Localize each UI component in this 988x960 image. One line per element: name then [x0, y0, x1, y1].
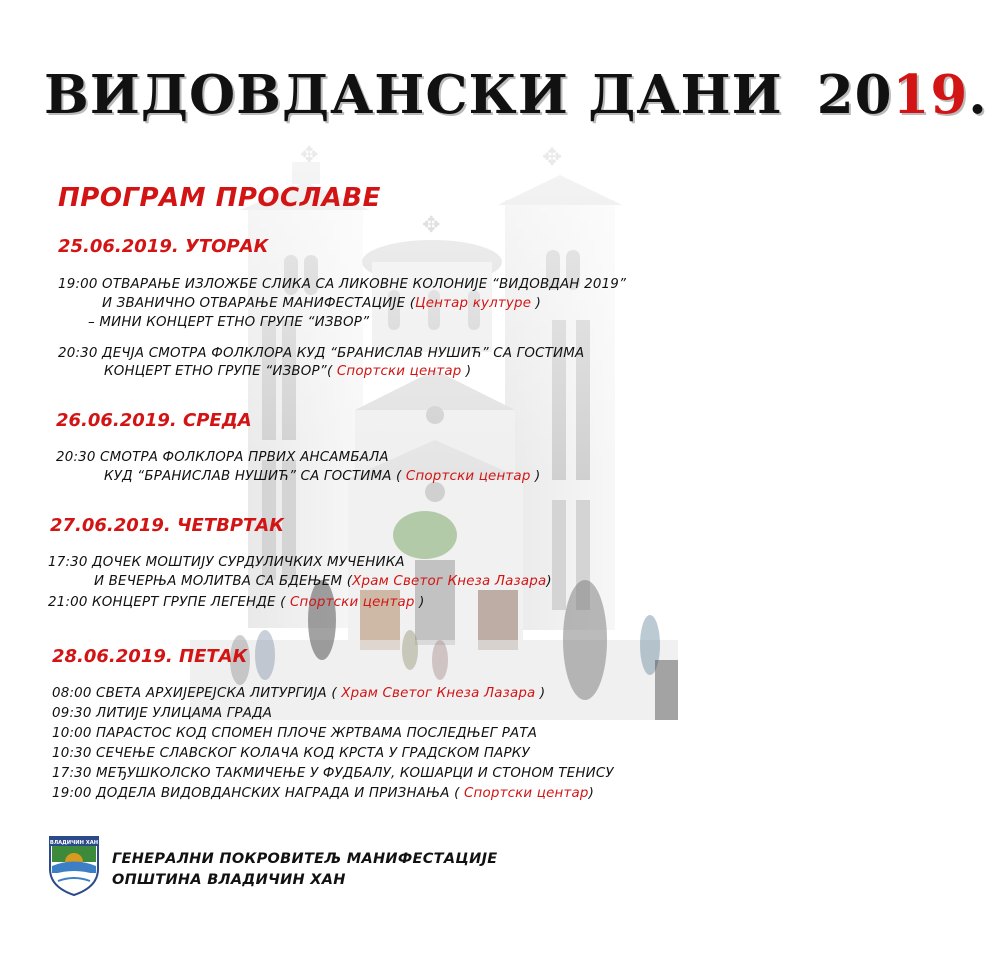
- venue-text: Спортски центар: [336, 364, 462, 379]
- line-end: ): [461, 364, 472, 379]
- venue-text: Центар културе: [415, 296, 532, 311]
- svg-text:ВЛАДИЧИН ХАН: ВЛАДИЧИН ХАН: [49, 840, 99, 846]
- day-date: 27.06.2019.: [50, 515, 171, 536]
- day-weekday: ЧЕТВРТАК: [177, 515, 284, 536]
- program-line: [58, 277, 626, 292]
- line-end: ): [588, 786, 595, 801]
- day-weekday: УТОРАК: [185, 236, 269, 257]
- program-line: [94, 574, 552, 589]
- line-text: 10:00 ПАРАСТОС КОД СПОМЕН ПЛОЧЕ ЖРТВАМА ПОСЛЕДЊЕГ РАТА: [52, 726, 538, 741]
- day-date: 26.06.2019.: [56, 410, 177, 431]
- line-text: – МИНИ КОНЦЕРТ ЕТНО ГРУПЕ “ИЗВОР”: [88, 315, 370, 330]
- venue-text: Храм Светог Кнеза Лазара: [352, 574, 547, 589]
- day-weekday: СРЕДА: [183, 410, 252, 431]
- program-line: [52, 726, 537, 741]
- line-text: КОНЦЕРТ ЕТНО ГРУПЕ “ИЗВОР”(: [104, 364, 337, 379]
- venue-text: Спортски центар: [290, 595, 415, 610]
- sponsor-line-2: ОПШТИНА ВЛАДИЧИН ХАН: [112, 872, 346, 888]
- day-heading: [56, 410, 252, 431]
- line-text: 10:30 СЕЧЕЊЕ СЛАВСКОГ КОЛАЧА КОД КРСТА У ГРАДСКОМ ПАРКУ: [52, 746, 530, 761]
- day-heading: [52, 646, 247, 667]
- line-end: ): [530, 469, 541, 484]
- program-line: [56, 450, 389, 465]
- program-line: [104, 364, 471, 379]
- program-line: [102, 296, 541, 311]
- day-heading: [50, 515, 284, 536]
- program-line: [58, 346, 584, 361]
- title-year-dot: .: [968, 64, 988, 126]
- line-end: ): [546, 574, 552, 589]
- title-year: [817, 64, 988, 126]
- program-line: [52, 746, 530, 761]
- program-line: [52, 786, 594, 801]
- day-heading: [58, 236, 268, 257]
- program-line: [52, 706, 272, 721]
- line-text: 20:30 СМОТРА ФОЛКЛОРА ПРВИХ АНСАМБАЛА: [56, 450, 389, 465]
- line-end: ): [414, 595, 425, 610]
- venue-text: Спортски центар: [405, 469, 531, 484]
- venue-text: Храм Светог Кнеза Лазара: [341, 686, 536, 701]
- line-text: КУД “БРАНИСЛАВ НУШИЋ” СА ГОСТИМА (: [104, 469, 406, 484]
- line-text: И ВЕЧЕРЊА МОЛИТВА СА БДЕЊЕМ (: [94, 574, 353, 589]
- line-text: 21:00 КОНЦЕРТ ГРУПЕ ЛЕГЕНДЕ (: [48, 595, 290, 610]
- program-line: [48, 555, 405, 570]
- title-year-highlight: 19: [892, 64, 969, 126]
- program-line: [48, 595, 425, 610]
- line-end: ): [535, 686, 546, 701]
- line-text: 20:30 ДЕЧЈА СМОТРА ФОЛКЛОРА КУД “БРАНИСЛАВ НУШИЋ” СА ГОСТИМА: [58, 346, 585, 361]
- program-line: [52, 766, 614, 781]
- line-text: 17:30 ДОЧЕК МОШТИЈУ СУРДУЛИЧКИХ МУЧЕНИКА: [48, 555, 405, 570]
- title-text: ВИДОВДАНСКИ ДАНИ: [44, 64, 783, 126]
- line-text: 08:00 СВЕТА АРХИЈЕРЕЈСКА ЛИТУРГИЈА (: [52, 686, 342, 701]
- title-year-part: 20: [816, 64, 893, 126]
- line-text: 17:30 МЕЂУШКОЛСКО ТАКМИЧЕЊЕ У ФУДБАЛУ, КОШАРЦИ И СТОНОМ ТЕНИСУ: [52, 766, 614, 781]
- municipal-coat-of-arms-icon: [48, 835, 100, 897]
- line-end: ): [531, 296, 542, 311]
- day-date: 25.06.2019.: [58, 236, 179, 257]
- program-line: [88, 315, 369, 330]
- day-date: 28.06.2019.: [52, 646, 173, 667]
- venue-text: Спортски центар: [463, 786, 589, 801]
- sponsor-line-1: ГЕНЕРАЛНИ ПОКРОВИТЕЉ МАНИФЕСТАЦИЈЕ: [112, 851, 498, 867]
- line-text: И ЗВАНИЧНО ОТВАРАЊЕ МАНИФЕСТАЦИЈЕ (: [102, 296, 416, 311]
- line-text: 19:00 ДОДЕЛА ВИДОВДАНСКИХ НАГРАДА И ПРИЗНАЊА (: [52, 786, 464, 801]
- day-weekday: ПЕТАК: [179, 646, 248, 667]
- poster-title: [44, 64, 988, 126]
- line-text: 19:00 ОТВАРАЊЕ ИЗЛОЖБЕ СЛИКА СА ЛИКОВНЕ КОЛОНИЈЕ “ВИДОВДАН 2019”: [58, 277, 627, 292]
- line-text: 09:30 ЛИТИЈЕ УЛИЦАМА ГРАДА: [52, 706, 273, 721]
- program-line: [104, 469, 540, 484]
- program-line: [52, 686, 545, 701]
- program-subtitle: ПРОГРАМ ПРОСЛАВЕ: [58, 183, 381, 213]
